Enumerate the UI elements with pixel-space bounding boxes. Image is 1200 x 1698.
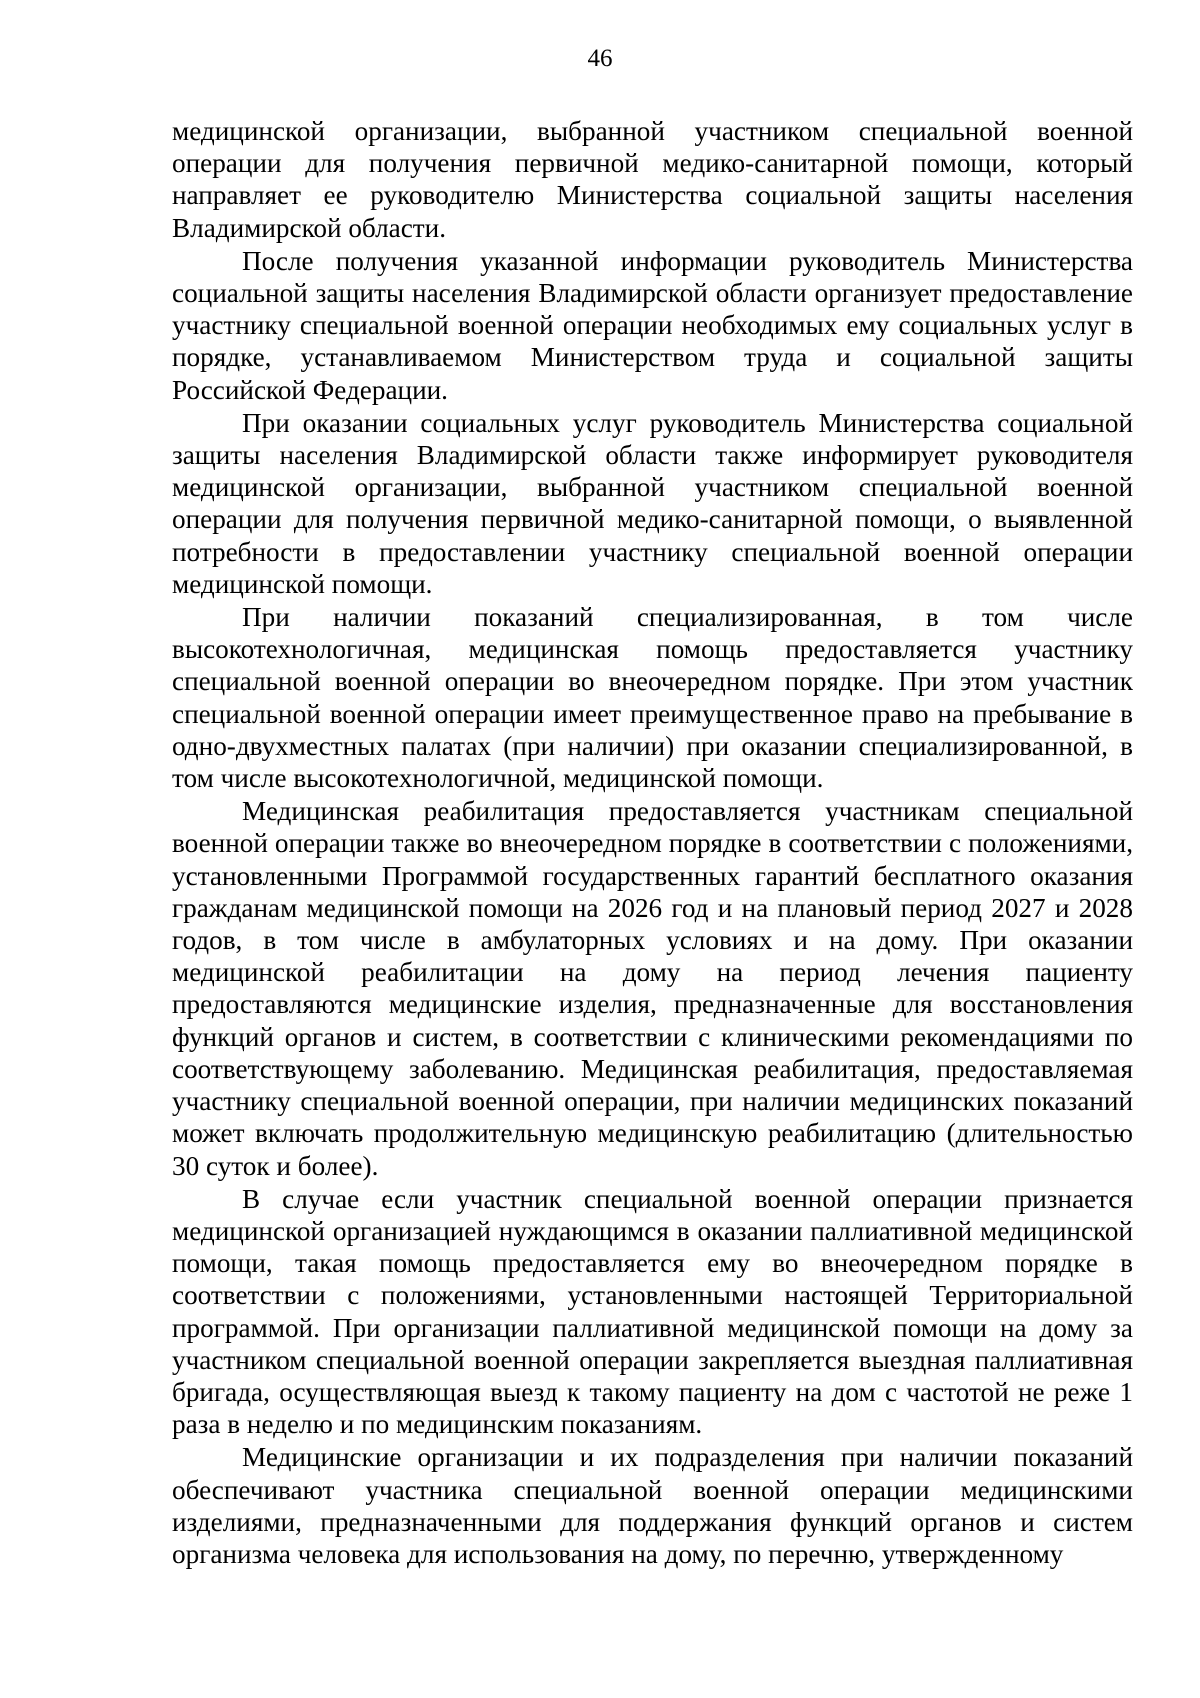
paragraph-specialized-care: При наличии показаний специализированная, в том числе высокотехнологичная, медицинская помощь предоставляется участнику специальной военной операции во внеочередном порядке. При этом участник специальной военной операции имеет преимущественное право на пребывание в одно-двухместных палатах (при наличии) при оказании специализированной, в том числе высокотехнологичной, медицинской помощи. (172, 602, 1133, 794)
paragraph-medical-rehabilitation: Медицинская реабилитация предоставляется участникам специальной военной операции также во внеочередном порядке в соответствии с положениями, установленными Программой государственных гарантий бесплатного оказания гражданам медицинской помощи на 2026 год и на плановый период 2027 и 2028 годов, в том числе в амбулаторных условиях и на дому. При оказании медицинской реабилитации на дому на период лечения пациенту предоставляются медицинские изделия, предназначенные для восстановления функций органов и систем, в соответствии с клиническими рекомендациями по соответствующему заболеванию. Медицинская реабилитация, предоставляемая участнику специальной военной операции, при наличии медицинских показаний может включать продолжительную медицинскую реабилитацию (длительностью 30 суток и более). (172, 796, 1133, 1181)
paragraph-palliative-care: В случае если участник специальной военной операции признается медицинской организацией нуждающимся в оказании паллиативной медицинской помощи, такая помощь предоставляется ему во внеочередном порядке в соответствии с положениями, установленными настоящей Территориальной программой. При организации паллиативной медицинской помощи на дому за участником специальной военной операции закрепляется выездная паллиативная бригада, осуществляющая выезд к такому пациенту на дом с частотой не реже 1 раза в неделю и по медицинским показаниям. (172, 1183, 1133, 1440)
paragraph-continuation: медицинской организации, выбранной участником специальной военной операции для получения первичной медико-санитарной помощи, который направляет ее руководителю Министерства социальной защиты населения Владимирской области. (172, 116, 1133, 243)
page-number: 46 (587, 45, 613, 72)
paragraph-social-services-organization: После получения указанной информации руководитель Министерства социальной защиты населения Владимирской области организует предоставление участнику специальной военной операции необходимых ему социальных услуг в порядке, устанавливаемом Министерством труда и социальной защиты Российской Федерации. (172, 245, 1133, 405)
document-body (172, 115, 1133, 1570)
paragraph-social-services-informing: При оказании социальных услуг руководитель Министерства социальной защиты населения Владимирской области также информирует руководителя медицинской организации, выбранной участником специальной военной операции для получения первичной медико-санитарной помощи, о выявленной потребности в предоставлении участнику специальной военной операции медицинской помощи. (172, 407, 1133, 599)
paragraph-medical-devices: Медицинские организации и их подразделения при наличии показаний обеспечивают участника специальной военной операции медицинскими изделиями, предназначенными для поддержания функций органов и систем организма человека для использования на дому, по перечню, утвержденному (172, 1442, 1133, 1569)
